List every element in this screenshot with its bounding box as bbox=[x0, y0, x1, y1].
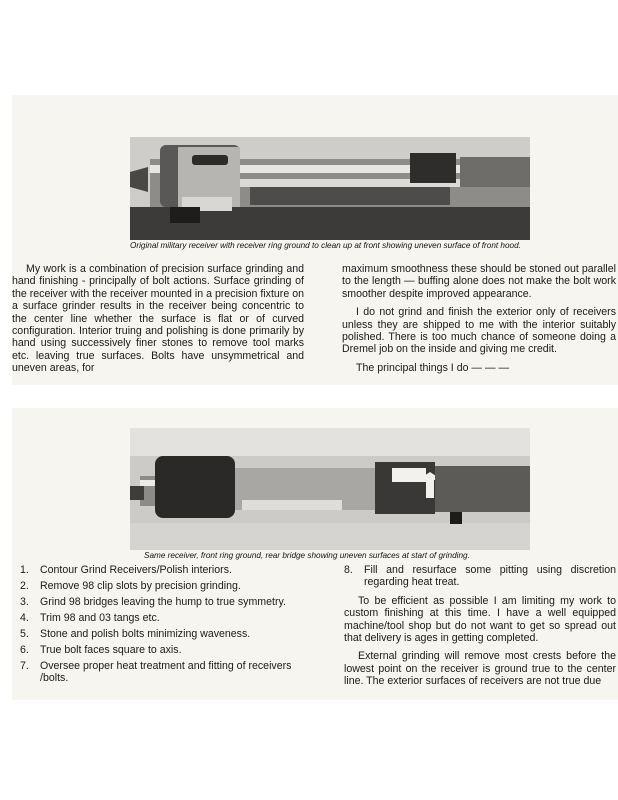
list-item-text: Contour Grind Receivers/Polish interiors. bbox=[40, 564, 232, 576]
list-item-number: 1. bbox=[20, 564, 29, 576]
top-right-column bbox=[342, 263, 616, 380]
top-left-column bbox=[12, 263, 304, 381]
list-item bbox=[20, 644, 320, 656]
bottom-right-paragraph-1: To be efficient as possible I am limiting my work to custom finishing at this time. I have a well equipped machine/tool shop but do not want to get so spread out that delivery is ages in getting completed. bbox=[344, 594, 616, 645]
receiver-illustration-top bbox=[130, 137, 530, 240]
list-item-text: Stone and polish bolts minimizing waveness. bbox=[40, 628, 251, 640]
principal-tasks-list bbox=[20, 564, 320, 688]
list-item-text: True bolt faces square to axis. bbox=[40, 644, 182, 656]
bottom-photo-caption: Same receiver, front ring ground, rear bridge showing uneven surfaces at start of grinding. bbox=[144, 551, 470, 560]
list-item-number: 7. bbox=[20, 660, 29, 672]
list-item-text: Oversee proper heat treatment and fitting of receivers /bolts. bbox=[40, 660, 292, 685]
principal-tasks-list-continued bbox=[344, 564, 616, 589]
list-item bbox=[344, 564, 616, 589]
receiver-photo-top bbox=[130, 137, 530, 240]
list-item-text: Grind 98 bridges leaving the hump to true symmetry. bbox=[40, 596, 286, 608]
bottom-right-paragraph-2: External grinding will remove most crests before the lowest point on the receiver is ground true to the center line. The exterior surfaces of receivers are not true due bbox=[344, 650, 616, 688]
list-item-text: Trim 98 and 03 tangs etc. bbox=[40, 612, 160, 624]
list-item-number: 3. bbox=[20, 596, 29, 608]
top-photo-caption: Original military receiver with receiver ring ground to clean up at front showing uneven surface of front hood. bbox=[130, 241, 521, 250]
list-item-number: 8. bbox=[344, 564, 353, 576]
list-item-number: 6. bbox=[20, 644, 29, 656]
top-right-paragraph-3: The principal things I do — — — bbox=[356, 361, 510, 374]
top-left-paragraph: My work is a combination of precision surface grinding and hand finishing - principally of bolt actions. Surface grinding of the receiver with the receiver mounted in a precision fixture on a surface grinder results in the receiver being concentric to the center line whether the surface is flat or of curved configuration. Interior truing and polishing is done primarily by hand using successively finer stones to remove tool marks etc. leaving true surfaces. Bolts have unsymmetrical and uneven areas, for bbox=[12, 263, 304, 375]
list-item bbox=[20, 564, 320, 576]
list-item-number: 4. bbox=[20, 612, 29, 624]
list-item bbox=[20, 628, 320, 640]
list-item bbox=[20, 596, 320, 608]
bottom-page-panel bbox=[12, 408, 618, 700]
bottom-right-column bbox=[344, 564, 616, 694]
list-item-number: 5. bbox=[20, 628, 29, 640]
list-item bbox=[20, 612, 320, 624]
list-item-number: 2. bbox=[20, 580, 29, 592]
top-page-panel bbox=[12, 95, 618, 385]
list-item-text: Remove 98 clip slots by precision grinding. bbox=[40, 580, 241, 592]
list-item-text: Fill and resurface some pitting using discretion regarding heat treat. bbox=[364, 564, 616, 589]
receiver-illustration-bottom bbox=[130, 428, 530, 550]
top-right-paragraph-2: I do not grind and finish the exterior only of receivers unless they are shipped to me with the interior suitably polished. There is too much chance of someone doing a Dremel job on the inside and giving me credit. bbox=[342, 306, 616, 356]
list-item bbox=[20, 660, 320, 685]
top-right-paragraph-1: maximum smoothness these should be stoned out parallel to the length — buffing alone does not make the bolt work smoother despite improved appearance. bbox=[342, 263, 616, 300]
list-item bbox=[20, 580, 320, 592]
receiver-photo-bottom bbox=[130, 428, 530, 550]
